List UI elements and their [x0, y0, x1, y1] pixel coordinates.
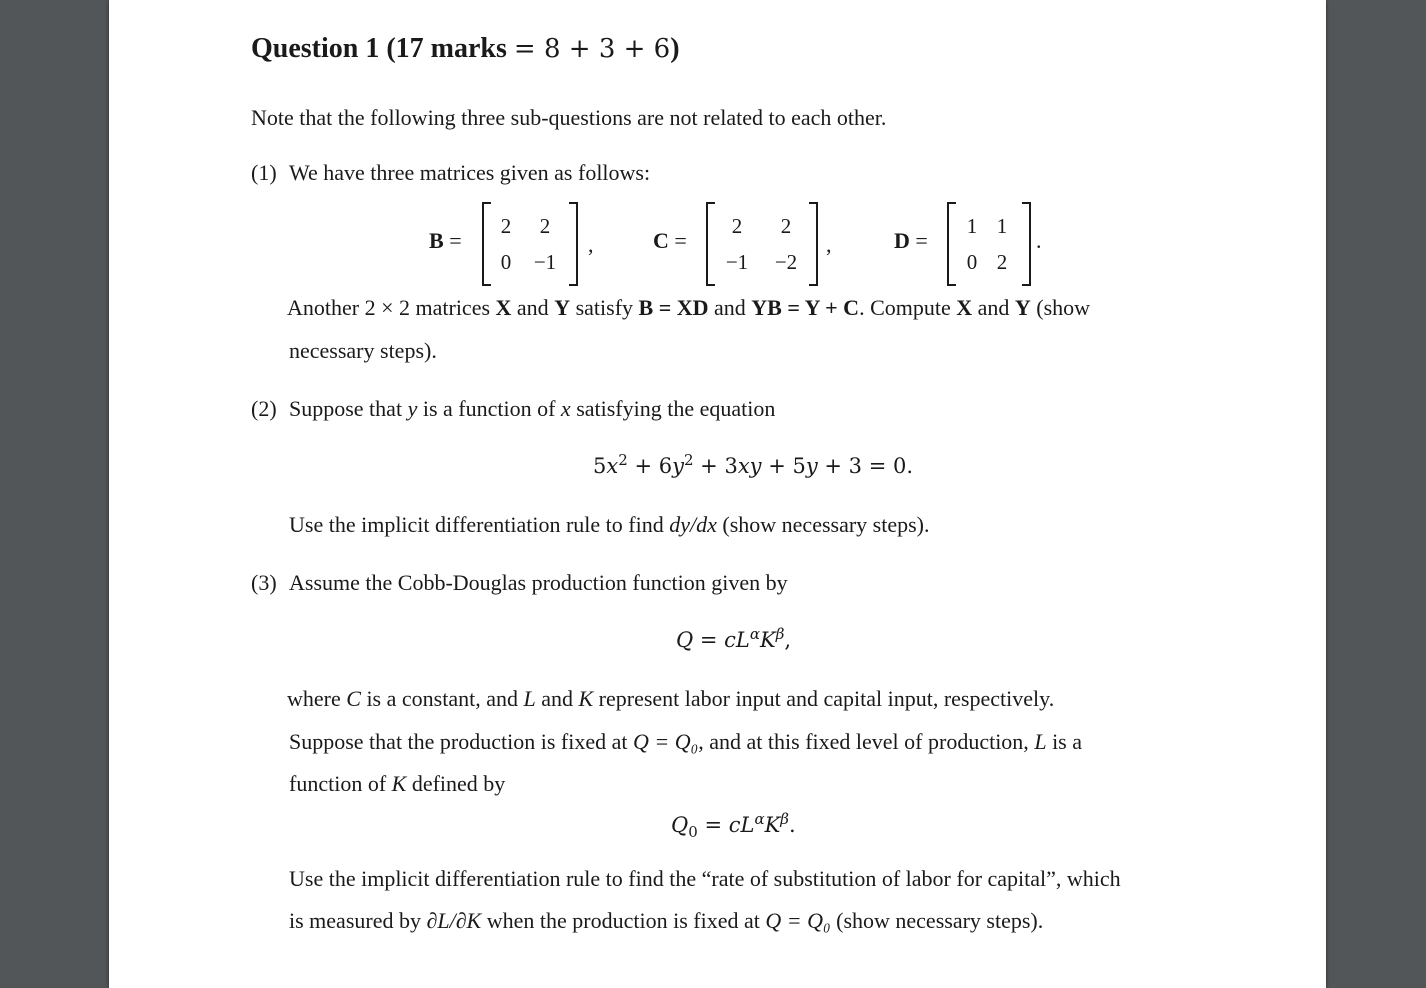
q3-function: $Q = cL^\alpha K^\beta$, [676, 625, 792, 652]
matrix-cell: 0 [966, 250, 978, 274]
q1-body-line2: necessary steps). [289, 338, 437, 363]
title-marks: = 8 + 3 + 6 [513, 34, 671, 64]
matrix-cell: 1 [996, 214, 1008, 238]
q1-lead: We have three matrices given as follows: [289, 160, 651, 185]
q3-para-line2: Suppose that the production is fixed at Q = Q₀, and at this fixed level of production, L is a [289, 729, 1083, 754]
matrix-d-label: D = [894, 228, 928, 253]
matrix-cell: −1 [533, 250, 557, 274]
matrix-cell: 0 [500, 250, 512, 274]
matrix-cell: 1 [966, 214, 978, 238]
matrix-c-punct: , [826, 232, 832, 257]
matrix-cell: −1 [725, 250, 749, 274]
matrix-d-punct: . [1036, 228, 1042, 253]
q3-para-line5: is measured by ∂L/∂K when the production is fixed at Q = Q₀ (show necessary steps). [289, 908, 1044, 933]
q3-number: (3) [251, 570, 277, 595]
question-title [251, 32, 680, 66]
q2-number: (2) [251, 396, 277, 421]
matrix-cell: 2 [500, 214, 512, 238]
q3-function-fixed: $Q_0 = cL^\alpha K^\beta$. [671, 810, 796, 842]
q1-body-line1: Another 2 × 2 matrices X and Y satisfy B = XD and YB = Y + C. Compute X and Y (show [287, 295, 1091, 320]
matrix-d [947, 202, 1031, 282]
q3-lead: Assume the Cobb-Douglas production function given by [289, 570, 788, 595]
matrix-cell: 2 [780, 214, 792, 238]
q3-para-line3: function of K defined by [289, 771, 506, 796]
matrix-cell: −2 [774, 250, 798, 274]
matrix-c-label: C = [653, 228, 687, 253]
title-close: ) [670, 33, 680, 64]
q2-equation: $5x^2 + 6y^2 + 3xy + 5y + 3 = 0$. [593, 451, 914, 478]
q1-number: (1) [251, 160, 277, 185]
q2-tail: Use the implicit differentiation rule to find dy/dx (show necessary steps). [289, 512, 930, 537]
matrix-c [706, 202, 818, 282]
matrix-cell: 2 [731, 214, 743, 238]
document-page [109, 0, 1326, 988]
q3-para-line1: where C is a constant, and L and K represent labor input and capital input, respectively. [287, 686, 1055, 711]
matrix-cell: 2 [996, 250, 1008, 274]
q2-lead: Suppose that y is a function of x satisfying the equation [289, 396, 776, 421]
title-text: Question 1 (17 marks [251, 33, 507, 64]
intro-text: Note that the following three sub-questions are not related to each other. [251, 105, 887, 130]
q3-para-line4: Use the implicit differentiation rule to find the “rate of substitution of labor for capital”, which [289, 866, 1121, 891]
matrix-cell: 2 [539, 214, 551, 238]
matrix-b-punct: , [588, 232, 594, 257]
matrix-b [482, 202, 578, 282]
matrix-b-label: B = [429, 228, 462, 253]
